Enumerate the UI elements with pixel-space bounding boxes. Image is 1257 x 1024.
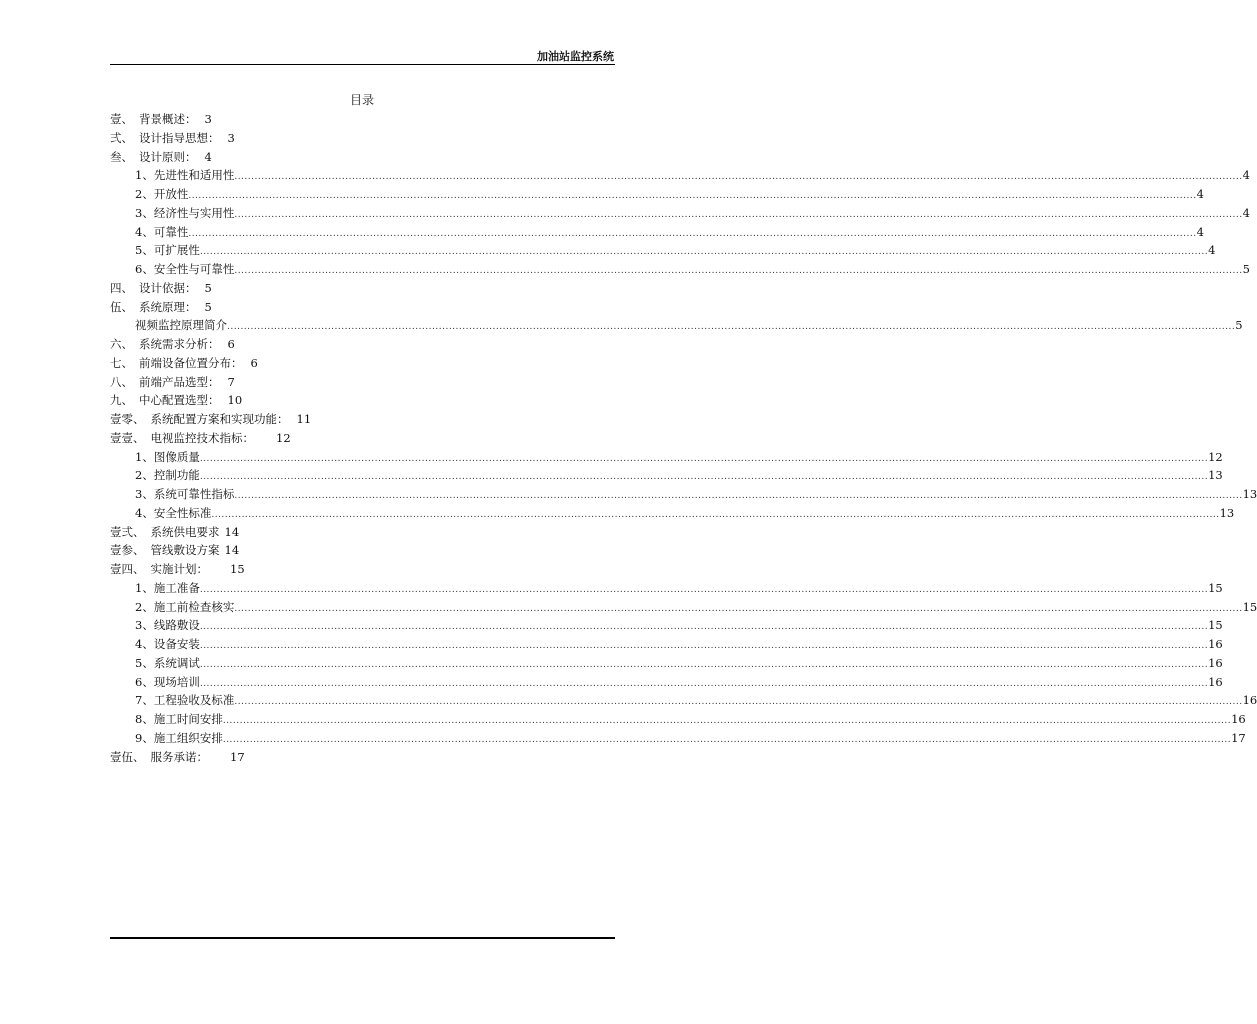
toc-entry-text: 系统需求分析： [139, 337, 220, 351]
toc-entry-text: 背景概述： [139, 112, 197, 126]
toc-entry-number: 四、 [110, 280, 133, 295]
toc-entry-text: 视频监控原理简介 [135, 318, 227, 333]
toc-entry-page: 14 [224, 524, 240, 539]
toc-entry-number: 壹四、 [110, 562, 145, 576]
toc-entry[interactable] [110, 541, 615, 560]
dot-leader: ............................................................................................................................................................................................................................................................................................................ [199, 622, 1209, 633]
toc-entry-text: 设计指导思想： [139, 130, 220, 145]
toc-entry-text: 可靠性 [153, 224, 189, 239]
dot-leader: ............................................................................................................................................................................................................................................................................................................ [199, 584, 1209, 595]
toc-entry-text: 管线敷设方案 [150, 543, 220, 558]
toc-entry-text: 电视监控技术指标： [150, 430, 254, 445]
toc-entry-text: 线路敷设 [153, 618, 200, 633]
toc-entry-number: 2、 [135, 468, 154, 483]
toc-entry-number: 8、 [135, 712, 154, 726]
toc-subentry[interactable] [110, 241, 1216, 260]
toc-entry-page: 4 [1242, 205, 1250, 220]
toc-entry-number: 八、 [110, 374, 133, 389]
toc-entry-page: 17 [1231, 730, 1246, 745]
toc-entry-page: 16 [1231, 712, 1246, 726]
toc-entry-number: 壹伍、 [110, 749, 145, 764]
toc-entry-page: 11 [296, 412, 312, 426]
header-rule [110, 64, 615, 65]
dot-leader: ............................................................................................................................................................................................................................................................................................................ [199, 659, 1209, 670]
toc-entry-number: 弍、 [110, 130, 133, 145]
toc-entry-text: 系统供电要求 [150, 524, 220, 539]
dot-leader: ............................................................................................................................................................................................................................................................................................................ [234, 697, 1243, 708]
toc-entry-number: 壹参、 [110, 543, 145, 558]
toc-entry-text: 前端产品选型： [139, 374, 220, 389]
toc-subentry[interactable] [110, 654, 1223, 673]
toc-entry-number: 壹零、 [110, 412, 145, 426]
toc-entry-page: 7 [227, 374, 235, 389]
toc-subentry[interactable] [110, 616, 1223, 635]
toc-entry-number: 6、 [135, 674, 154, 689]
toc-entry-number: 4、 [135, 224, 154, 239]
toc-entry-page: 16 [1208, 637, 1223, 651]
toc-entry-number: 5、 [135, 655, 154, 670]
toc-entry-text: 设计原则： [139, 149, 197, 164]
dot-leader: ............................................................................................................................................................................................................................................................................................................ [199, 641, 1209, 651]
toc-entry-page: 5 [1235, 318, 1243, 333]
toc-entry[interactable] [110, 298, 615, 317]
toc-subentry[interactable] [110, 673, 1223, 692]
toc-entry-page: 14 [224, 543, 240, 558]
toc-entry-page: 13 [1242, 487, 1257, 501]
toc-entry-page: 4 [1196, 187, 1204, 201]
toc-subentry[interactable] [110, 448, 1223, 467]
toc-entry-page: 12 [276, 430, 291, 445]
toc-entry-number: 九、 [110, 393, 133, 408]
dot-leader: ............................................................................................................................................................................................................................................................................................................ [234, 172, 1243, 183]
toc-entry-text: 实施计划： [150, 562, 208, 576]
toc-entry-text: 可扩展性 [153, 243, 200, 258]
toc-entry-text: 系统原理： [139, 299, 197, 314]
toc-entry-text: 系统配置方案和实现功能： [150, 412, 289, 426]
toc-subentry[interactable] [110, 166, 1250, 185]
toc-entry-text: 安全性标准 [153, 505, 212, 520]
toc-entry-text: 先进性和适用性 [153, 168, 235, 183]
toc-entry-page: 6 [227, 337, 235, 351]
dot-leader: ............................................................................................................................................................................................................................................................................................................ [199, 678, 1209, 689]
dot-leader: ............................................................................................................................................................................................................................................................................................................ [199, 453, 1209, 464]
toc-entry-page: 15 [1242, 599, 1257, 614]
dot-leader: ............................................................................................................................................................................................................................................................................................................ [234, 266, 1243, 276]
toc-entry-text: 系统可靠性指标 [153, 487, 235, 501]
toc-entry-page: 10 [227, 393, 243, 408]
toc-subentry[interactable] [110, 185, 1204, 204]
toc-entry-text: 控制功能 [153, 468, 200, 483]
toc-entry-text: 经济性与实用性 [153, 205, 235, 220]
toc-entry-number: 9、 [135, 730, 154, 745]
toc-subentry[interactable] [110, 691, 1257, 710]
toc-entry-number: 3、 [135, 487, 154, 501]
toc-entry[interactable] [110, 335, 615, 354]
toc-subentry[interactable] [110, 204, 1250, 223]
toc-entry-number: 壹壹、 [110, 430, 145, 445]
toc-entry[interactable] [110, 279, 615, 298]
toc-entry[interactable] [110, 148, 615, 167]
dot-leader: ............................................................................................................................................................................................................................................................................................................ [211, 509, 1220, 520]
toc-subentry[interactable] [110, 466, 1223, 485]
toc-subentry[interactable] [110, 223, 1204, 242]
toc-entry-text: 系统调试 [153, 655, 200, 670]
toc-entry-page: 15 [230, 562, 245, 576]
toc-entry-number: 3、 [135, 205, 154, 220]
toc-subentry[interactable] [110, 485, 1257, 504]
toc-entry[interactable] [110, 560, 615, 579]
dot-leader: ............................................................................................................................................................................................................................................................................................................ [234, 603, 1243, 614]
toc-subentry[interactable] [110, 504, 1235, 523]
toc-entry-text: 中心配置选型： [139, 393, 220, 408]
toc-entry-text: 开放性 [153, 187, 189, 201]
toc-subentry[interactable] [110, 316, 1243, 335]
toc-entry-number: 5、 [135, 243, 154, 258]
toc-subentry[interactable] [110, 598, 1257, 617]
toc-entry-text: 现场培训 [153, 674, 200, 689]
toc-entry-page: 4 [1208, 243, 1216, 258]
dot-leader: ............................................................................................................................................................................................................................................................................................................ [222, 716, 1232, 726]
toc-entry[interactable] [110, 410, 615, 429]
toc-entry-number: 1、 [135, 449, 154, 464]
toc-entry-page: 15 [1208, 580, 1223, 595]
toc-entry-page: 4 [1242, 168, 1250, 183]
toc-entry[interactable] [110, 129, 615, 148]
toc-entry-number: 1、 [135, 580, 154, 595]
header-title: 加油站监控系统 [537, 50, 614, 63]
toc-entry-text: 前端设备位置分布： [139, 355, 243, 370]
table-of-contents [110, 110, 1257, 766]
toc-entry-page: 16 [1208, 655, 1223, 670]
toc-entry-number: 2、 [135, 599, 154, 614]
toc-subentry[interactable] [110, 260, 1250, 279]
toc-entry[interactable] [110, 373, 615, 392]
dot-leader: ............................................................................................................................................................................................................................................................................................................ [188, 228, 1197, 239]
toc-entry[interactable] [110, 110, 615, 129]
toc-entry-number: 2、 [135, 187, 154, 201]
toc-entry-page: 13 [1208, 468, 1223, 483]
toc-entry-page: 13 [1219, 505, 1235, 520]
toc-entry-page: 4 [204, 149, 212, 164]
toc-entry-page: 5 [204, 299, 212, 314]
dot-leader: ............................................................................................................................................................................................................................................................................................................ [199, 247, 1209, 258]
toc-entry[interactable] [110, 523, 615, 542]
toc-entry-number: 壹弍、 [110, 524, 145, 539]
toc-entry[interactable] [110, 748, 615, 767]
toc-entry-page: 16 [1242, 693, 1257, 708]
toc-entry-number: 3、 [135, 618, 154, 633]
toc-entry-number: 伍、 [110, 299, 133, 314]
toc-entry-number: 7、 [135, 693, 154, 708]
dot-leader: ............................................................................................................................................................................................................................................................................................................ [227, 322, 1236, 333]
toc-subentry[interactable] [110, 710, 1246, 729]
toc-entry-text: 服务承诺： [150, 749, 208, 764]
footer-rule [110, 937, 615, 939]
toc-subentry[interactable] [110, 729, 1246, 748]
toc-entry-number: 壹、 [110, 112, 133, 126]
toc-title: 目录 [349, 93, 374, 107]
toc-entry-text: 工程验收及标准 [153, 693, 235, 708]
toc-entry-number: 6、 [135, 262, 154, 276]
dot-leader: ............................................................................................................................................................................................................................................................................................................ [199, 472, 1209, 483]
toc-entry-page: 4 [1196, 224, 1204, 239]
toc-entry-number: 4、 [135, 637, 154, 651]
toc-entry-text: 施工组织安排 [153, 730, 223, 745]
toc-entry-page: 12 [1208, 449, 1223, 464]
dot-leader: ............................................................................................................................................................................................................................................................................................................ [188, 191, 1197, 201]
dot-leader: ............................................................................................................................................................................................................................................................................................................ [234, 209, 1243, 220]
toc-entry[interactable] [110, 354, 615, 373]
toc-entry-page: 6 [250, 355, 258, 370]
dot-leader: ............................................................................................................................................................................................................................................................................................................ [222, 734, 1232, 745]
toc-entry-text: 施工前检查核实 [153, 599, 235, 614]
toc-subentry[interactable] [110, 635, 1223, 654]
toc-entry-page: 15 [1208, 618, 1223, 633]
toc-entry-page: 3 [204, 112, 212, 126]
toc-entry-number: 叁、 [110, 149, 133, 164]
toc-entry[interactable] [110, 429, 615, 448]
toc-entry-page: 3 [227, 130, 235, 145]
toc-entry-text: 设计依据： [139, 280, 197, 295]
toc-entry-number: 1、 [135, 168, 154, 183]
toc-entry-text: 安全性与可靠性 [153, 262, 235, 276]
dot-leader: ............................................................................................................................................................................................................................................................................................................ [234, 491, 1243, 501]
toc-entry-page: 17 [230, 749, 245, 764]
toc-entry-text: 设备安装 [153, 637, 200, 651]
toc-entry-text: 施工准备 [153, 580, 200, 595]
toc-entry-page: 5 [204, 280, 212, 295]
toc-subentry[interactable] [110, 579, 1223, 598]
toc-entry[interactable] [110, 391, 615, 410]
toc-entry-page: 5 [1242, 262, 1250, 276]
toc-entry-text: 施工时间安排 [153, 712, 223, 726]
toc-entry-text: 图像质量 [153, 449, 200, 464]
toc-entry-number: 4、 [135, 505, 154, 520]
toc-entry-number: 七、 [110, 355, 133, 370]
toc-entry-number: 六、 [110, 337, 133, 351]
toc-entry-page: 16 [1208, 674, 1223, 689]
